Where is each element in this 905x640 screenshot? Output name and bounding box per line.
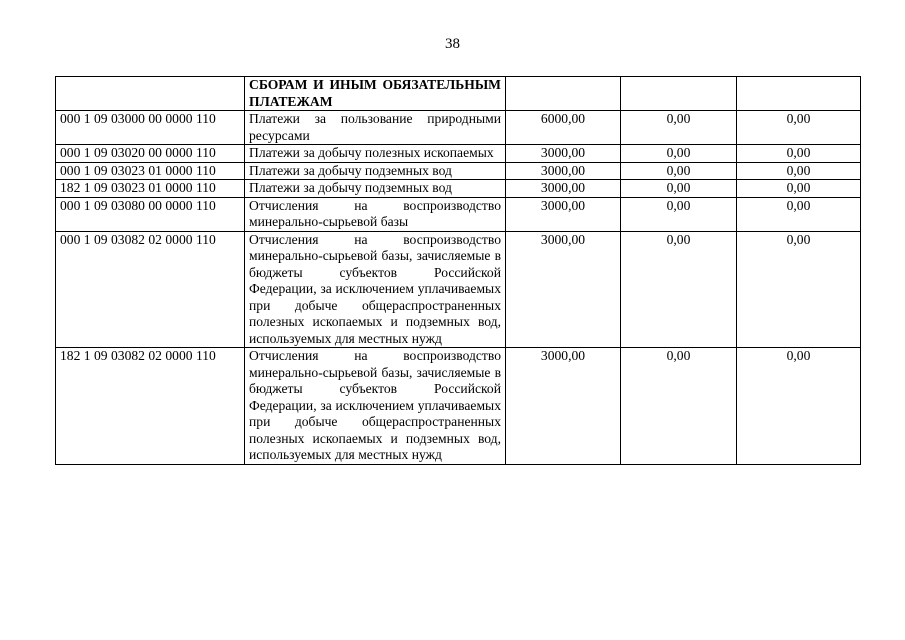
amount-cell-3: 0,00: [737, 348, 861, 465]
table-row: [56, 111, 861, 145]
amount-cell-3: 0,00: [737, 197, 861, 231]
budget-code-cell: 000 1 09 03080 00 0000 110: [56, 197, 245, 231]
amount-cell-1: 6000,00: [506, 111, 621, 145]
table-row: [56, 145, 861, 163]
budget-code-cell: 182 1 09 03082 02 0000 110: [56, 348, 245, 465]
table-row: [56, 231, 861, 348]
amount-cell-1: 3000,00: [506, 231, 621, 348]
amount-cell-1: 3000,00: [506, 348, 621, 465]
section-title-cell: СБОРАМ И ИНЫМ ОБЯЗАТЕЛЬНЫМ ПЛАТЕЖАМ: [245, 77, 506, 111]
item-name-cell: Платежи за добычу подземных вод: [245, 162, 506, 180]
empty-code-cell: [56, 77, 245, 111]
item-name-cell: Платежи за добычу полезных ископаемых: [245, 145, 506, 163]
item-name-cell: Отчисления на воспроизводство минерально-сырьевой базы, зачисляемые в бюджеты субъектов Российской Федерации, за исключением уплачиваемых при добыче общераспространенных полезных ископаемых и подземных вод, используемых для местных нужд: [245, 231, 506, 348]
amount-cell-2: 0,00: [621, 180, 737, 198]
amount-cell-2: 0,00: [621, 197, 737, 231]
amount-cell-2: 0,00: [621, 162, 737, 180]
amount-cell-3: 0,00: [737, 231, 861, 348]
empty-value-cell: [506, 77, 621, 111]
amount-cell-2: 0,00: [621, 231, 737, 348]
item-name-cell: Платежи за добычу подземных вод: [245, 180, 506, 198]
budget-table: [55, 76, 861, 465]
amount-cell-2: 0,00: [621, 145, 737, 163]
empty-value-cell: [737, 77, 861, 111]
budget-code-cell: 000 1 09 03082 02 0000 110: [56, 231, 245, 348]
amount-cell-1: 3000,00: [506, 180, 621, 198]
amount-cell-1: 3000,00: [506, 145, 621, 163]
amount-cell-3: 0,00: [737, 162, 861, 180]
budget-code-cell: 000 1 09 03023 01 0000 110: [56, 162, 245, 180]
table-row: [56, 162, 861, 180]
table-row: [56, 180, 861, 198]
amount-cell-2: 0,00: [621, 111, 737, 145]
table-header-fragment-row: [56, 77, 861, 111]
amount-cell-3: 0,00: [737, 180, 861, 198]
budget-code-cell: 182 1 09 03023 01 0000 110: [56, 180, 245, 198]
amount-cell-1: 3000,00: [506, 162, 621, 180]
table-row: [56, 348, 861, 465]
empty-value-cell: [621, 77, 737, 111]
item-name-cell: Платежи за пользование природными ресурсами: [245, 111, 506, 145]
amount-cell-1: 3000,00: [506, 197, 621, 231]
item-name-cell: Отчисления на воспроизводство минерально-сырьевой базы, зачисляемые в бюджеты субъектов Российской Федерации, за исключением уплачиваемых при добыче общераспространенных полезных ископаемых и подземных вод, используемых для местных нужд: [245, 348, 506, 465]
budget-code-cell: 000 1 09 03000 00 0000 110: [56, 111, 245, 145]
item-name-cell: Отчисления на воспроизводство минерально-сырьевой базы: [245, 197, 506, 231]
amount-cell-3: 0,00: [737, 111, 861, 145]
amount-cell-3: 0,00: [737, 145, 861, 163]
budget-code-cell: 000 1 09 03020 00 0000 110: [56, 145, 245, 163]
page-number: 38: [445, 36, 460, 52]
table-row: [56, 197, 861, 231]
amount-cell-2: 0,00: [621, 348, 737, 465]
